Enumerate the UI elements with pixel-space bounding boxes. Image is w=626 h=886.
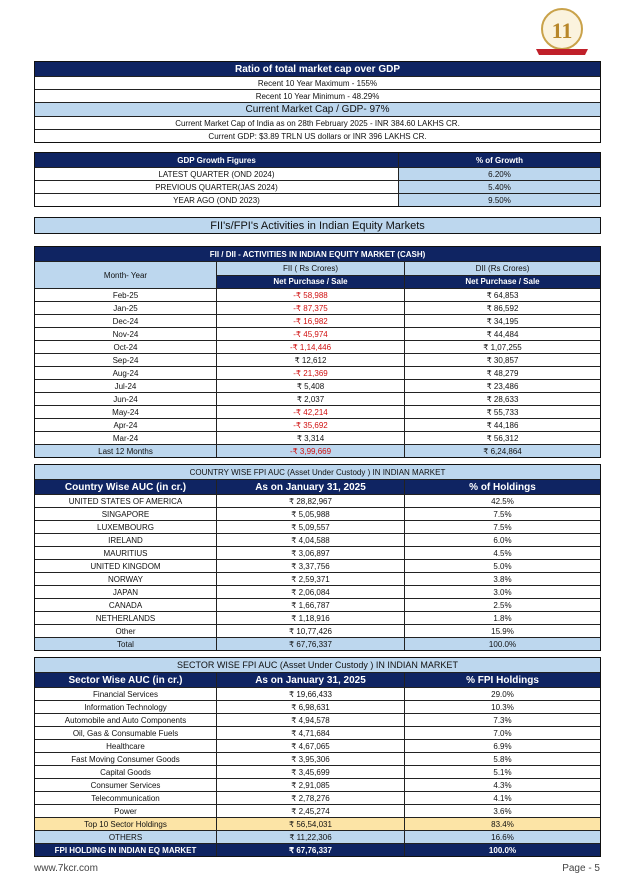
table-cell: IRELAND [108, 535, 143, 545]
table-cell: % FPI Holdings [404, 673, 600, 687]
table-cell: NORWAY [108, 574, 143, 584]
table-cell: ₹ 56,54,031 [216, 818, 404, 830]
total-row [35, 637, 600, 650]
table-cell: ₹ 4,04,588 [216, 534, 404, 546]
table-cell: 29.0% [404, 688, 600, 700]
table-row [35, 193, 600, 206]
table-cell: Power [114, 806, 137, 816]
table-cell: 6.0% [404, 534, 600, 546]
header-row [35, 672, 600, 687]
table-cell: Capital Goods [100, 767, 151, 777]
table-cell: ₹ 12,612 [216, 354, 404, 366]
table-cell: 3.0% [404, 586, 600, 598]
table-row [35, 314, 600, 327]
table-cell: Information Technology [84, 702, 167, 712]
table-cell: Country Wise AUC (in cr.) [64, 481, 187, 493]
total-row [35, 444, 600, 457]
table-cell: FPI HOLDING IN INDIAN EQ MARKET [54, 845, 197, 855]
table-cell: ₹ 10,77,426 [216, 625, 404, 637]
table-cell: 15.9% [404, 625, 600, 637]
table-cell: ₹ 2,06,084 [216, 586, 404, 598]
table-cell: MAURITIUS [103, 548, 148, 558]
table-cell: % of Holdings [404, 480, 600, 494]
table-cell: 7.3% [404, 714, 600, 726]
current-ratio: Current Market Cap / GDP- 97% [245, 104, 390, 115]
table-cell: Other [115, 626, 136, 636]
table-cell: CANADA [108, 600, 143, 610]
table-row [35, 765, 600, 778]
table-cell: ₹ 5,408 [216, 380, 404, 392]
table-row [35, 520, 600, 533]
table-cell: ₹ 2,45,274 [216, 805, 404, 817]
table-cell: Healthcare [106, 741, 145, 751]
table-cell: NETHERLANDS [95, 613, 156, 623]
table-cell: Top 10 Sector Holdings [84, 819, 167, 829]
table-cell: 4.5% [404, 547, 600, 559]
table-cell: ₹ 11,22,306 [216, 831, 404, 843]
table-cell: 5.40% [398, 181, 600, 193]
table-cell: ₹ 2,59,371 [216, 573, 404, 585]
table-cell: Sep-24 [112, 355, 139, 365]
table-cell: Fast Moving Consumer Goods [71, 754, 180, 764]
table-row [35, 687, 600, 700]
table-cell: ₹ 4,94,578 [216, 714, 404, 726]
table-cell: ₹ 28,82,967 [216, 495, 404, 507]
table-row [35, 778, 600, 791]
table-row [35, 752, 600, 765]
ten-year-max: Recent 10 Year Maximum - 155% [257, 78, 378, 88]
table-cell: ₹ 6,24,864 [404, 445, 600, 457]
table-cell: -₹ 21,369 [216, 367, 404, 379]
table-cell: ₹ 56,312 [404, 432, 600, 444]
table-cell: 83.4% [404, 818, 600, 830]
table-row [35, 405, 600, 418]
table-cell: ₹ 5,05,988 [216, 508, 404, 520]
table-cell: UNITED KINGDOM [90, 561, 161, 571]
table-cell: 5.8% [404, 753, 600, 765]
svg-text:11: 11 [551, 18, 573, 43]
table-cell: 6.9% [404, 740, 600, 752]
table-cell: Feb-25 [112, 290, 139, 300]
table-row [35, 180, 600, 193]
table-row [35, 624, 600, 637]
table-cell: May-24 [112, 407, 139, 417]
table-cell: LATEST QUARTER (OND 2024) [158, 169, 275, 179]
table-row [35, 700, 600, 713]
table-cell: ₹ 1,66,787 [216, 599, 404, 611]
table-cell: ₹ 4,71,684 [216, 727, 404, 739]
table-cell: Sector Wise AUC (in cr.) [68, 674, 183, 686]
title-row [35, 465, 600, 479]
table-cell: Total [117, 639, 134, 649]
table-row [35, 791, 600, 804]
table-row [35, 379, 600, 392]
table-cell: ₹ 28,633 [404, 393, 600, 405]
table-title: Ratio of total market cap over GDP [234, 63, 401, 75]
others-row [35, 830, 600, 843]
table-cell: GDP Growth Figures [177, 155, 256, 165]
table-cell: ₹ 2,78,276 [216, 792, 404, 804]
table-cell: Apr-24 [113, 420, 138, 430]
table-row [35, 494, 600, 507]
table-cell: Nov-24 [112, 329, 139, 339]
table-cell: SINGAPORE [101, 509, 150, 519]
website-link[interactable]: www.7kcr.com [34, 863, 98, 874]
table-row [35, 167, 600, 180]
country-auc-table [34, 464, 601, 651]
table-cell: Oct-24 [113, 342, 138, 352]
table-row [35, 288, 600, 301]
table-cell: -₹ 3,99,669 [216, 445, 404, 457]
total-row [35, 843, 600, 856]
page-number: Page - 5 [562, 863, 600, 874]
fii-dii-table [34, 246, 601, 458]
table-cell: 2.5% [404, 599, 600, 611]
table-cell: 10.3% [404, 701, 600, 713]
ten-year-min: Recent 10 Year Minimum - 48.29% [255, 91, 380, 101]
table-cell: 7.0% [404, 727, 600, 739]
table-cell: ₹ 48,279 [404, 367, 600, 379]
table-cell: SECTOR WISE FPI AUC (Asset Under Custody ) IN INDIAN MARKET [177, 660, 458, 670]
table-cell: -₹ 58,988 [216, 289, 404, 301]
table-cell: ₹ 3,37,756 [216, 560, 404, 572]
table-cell: YEAR AGO (OND 2023) [173, 195, 260, 205]
table-cell: JAPAN [112, 587, 139, 597]
table-cell: -₹ 1,14,446 [216, 341, 404, 353]
table-cell: ₹ 86,592 [404, 302, 600, 314]
table-cell: 9.50% [398, 194, 600, 206]
anniversary-logo [533, 5, 591, 60]
table-cell: ₹ 3,95,306 [216, 753, 404, 765]
table-cell: Jan-25 [113, 303, 138, 313]
dii-sub: Net Purchase / Sale [405, 275, 600, 289]
table-cell: ₹ 3,314 [216, 432, 404, 444]
table-cell: FII / DII - ACTIVITIES IN INDIAN EQUITY MARKET (CASH) [209, 249, 426, 259]
table-cell: -₹ 42,214 [216, 406, 404, 418]
section-banner: FII's/FPI's Activities in Indian Equity Markets [34, 217, 601, 234]
table-cell: Mar-24 [112, 433, 139, 443]
table-cell: ₹ 34,195 [404, 315, 600, 327]
table-cell: -₹ 35,692 [216, 419, 404, 431]
table-row [35, 340, 600, 353]
table-cell: Oil, Gas & Consumable Fuels [72, 728, 179, 738]
table-cell: As on January 31, 2025 [216, 673, 404, 687]
table-row [35, 585, 600, 598]
table-cell: As on January 31, 2025 [216, 480, 404, 494]
table-cell: ₹ 4,67,065 [216, 740, 404, 752]
table-cell: Last 12 Months [98, 446, 153, 456]
table-cell: ₹ 44,484 [404, 328, 600, 340]
table-cell: ₹ 19,66,433 [216, 688, 404, 700]
table-cell: Telecommunication [91, 793, 160, 803]
table-cell: 100.0% [404, 844, 600, 856]
table-cell: OTHERS [108, 832, 143, 842]
table-cell: ₹ 3,06,897 [216, 547, 404, 559]
table-cell: ₹ 1,07,255 [404, 341, 600, 353]
table-cell: Aug-24 [112, 368, 139, 378]
sector-auc-table [34, 657, 601, 857]
table-row [35, 327, 600, 340]
table-cell: 42.5% [404, 495, 600, 507]
table-cell: ₹ 23,486 [404, 380, 600, 392]
table-cell: Dec-24 [112, 316, 139, 326]
table-row [35, 546, 600, 559]
table-row [35, 507, 600, 520]
table-row [35, 366, 600, 379]
title-row [35, 247, 600, 261]
table-row [35, 739, 600, 752]
table-cell: 5.0% [404, 560, 600, 572]
table-cell: ₹ 1,18,916 [216, 612, 404, 624]
current-market-cap: Current Market Cap of India as on 28th February 2025 - INR 384.60 LAKHS CR. [175, 118, 460, 128]
header-row [35, 479, 600, 494]
table-row [35, 533, 600, 546]
table-cell: Financial Services [93, 689, 158, 699]
dii-label: DII (Rs Crores) [405, 262, 600, 275]
header-row [35, 153, 600, 167]
table-cell: -₹ 87,375 [216, 302, 404, 314]
table-row [35, 713, 600, 726]
table-row [35, 598, 600, 611]
table-cell: ₹ 55,733 [404, 406, 600, 418]
table-cell: ₹ 67,76,337 [216, 638, 404, 650]
table-cell: ₹ 3,45,699 [216, 766, 404, 778]
fii-label: FII ( Rs Crores) [217, 262, 404, 275]
title-row [35, 658, 600, 672]
table-row [35, 572, 600, 585]
table-row [35, 804, 600, 817]
table-row [35, 418, 600, 431]
table-cell: ₹ 30,857 [404, 354, 600, 366]
table-cell: 6.20% [398, 168, 600, 180]
table-cell: 4.1% [404, 792, 600, 804]
table-cell: 7.5% [404, 521, 600, 533]
table-row [35, 392, 600, 405]
table-cell: 100.0% [404, 638, 600, 650]
table-row [35, 353, 600, 366]
table-cell: ₹ 2,037 [216, 393, 404, 405]
table-cell: 1.8% [404, 612, 600, 624]
top10-row [35, 817, 600, 830]
table-cell: 16.6% [404, 831, 600, 843]
table-row [35, 611, 600, 624]
table-cell: ₹ 67,76,337 [216, 844, 404, 856]
table-cell: 5.1% [404, 766, 600, 778]
month-header: Month- Year [35, 262, 216, 288]
table-cell: Jun-24 [113, 394, 138, 404]
table-cell: ₹ 6,98,631 [216, 701, 404, 713]
header-block [35, 261, 600, 288]
table-row [35, 431, 600, 444]
table-cell: COUNTRY WISE FPI AUC (Asset Under Custody ) IN INDIAN MARKET [189, 467, 446, 477]
table-row [35, 301, 600, 314]
table-cell: 7.5% [404, 508, 600, 520]
fii-sub: Net Purchase / Sale [217, 275, 404, 289]
table-cell: -₹ 16,982 [216, 315, 404, 327]
table-cell: 4.3% [404, 779, 600, 791]
table-cell: Automobile and Auto Components [64, 715, 187, 725]
table-row [35, 726, 600, 739]
table-cell: LUXEMBOURG [97, 522, 154, 532]
market-cap-gdp-table [34, 61, 601, 143]
fii-header [216, 262, 404, 288]
table-cell: ₹ 64,853 [404, 289, 600, 301]
table-cell: ₹ 5,09,557 [216, 521, 404, 533]
table-cell: ₹ 44,186 [404, 419, 600, 431]
table-cell: ₹ 2,91,085 [216, 779, 404, 791]
table-cell: -₹ 45,974 [216, 328, 404, 340]
table-cell: Jul-24 [114, 381, 137, 391]
table-cell: UNITED STATES OF AMERICA [68, 496, 183, 506]
dii-header [404, 262, 600, 288]
table-row [35, 559, 600, 572]
table-cell: 3.8% [404, 573, 600, 585]
current-gdp: Current GDP: $3.89 TRLN US dollars or INR 396 LAKHS CR. [208, 131, 427, 141]
table-cell: 3.6% [404, 805, 600, 817]
gdp-growth-table [34, 152, 601, 207]
table-cell: PREVIOUS QUARTER(JAS 2024) [155, 182, 278, 192]
table-cell: % of Growth [398, 153, 600, 167]
table-cell: Consumer Services [90, 780, 161, 790]
